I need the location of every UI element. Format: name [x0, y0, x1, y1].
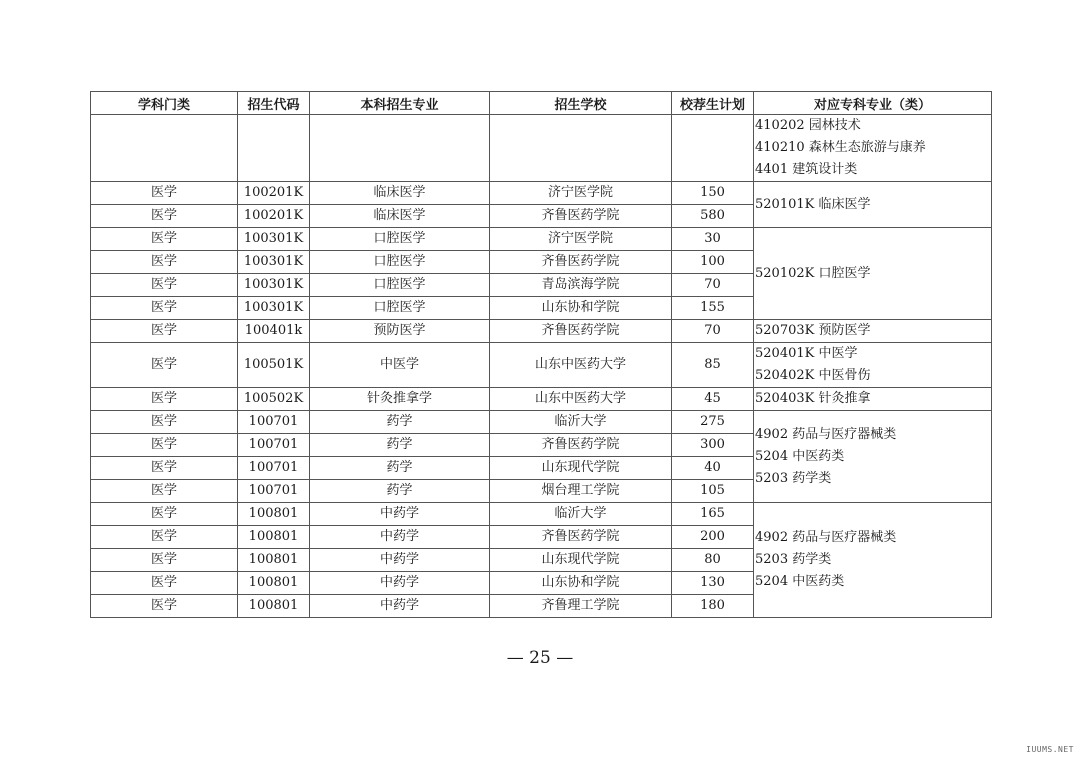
- table-row: 医学 100701 药学 山东现代学院 40: [91, 457, 992, 480]
- header-category: 学科门类: [91, 92, 238, 115]
- corresponding-cell: 520403K 针灸推拿: [754, 388, 992, 411]
- table-row: 医学 100801 中药学 山东现代学院 80: [91, 549, 992, 572]
- table-row: 医学 100301K 口腔医学 齐鲁医药学院 100: [91, 251, 992, 274]
- table-row: [91, 115, 992, 182]
- header-school: 招生学校: [490, 92, 672, 115]
- table-row: 医学 100801 中药学 齐鲁医药学院 200: [91, 526, 992, 549]
- table-row: 医学 100801 中药学 齐鲁理工学院 180: [91, 595, 992, 618]
- table-row: 医学 100301K 口腔医学 青岛滨海学院 70: [91, 274, 992, 297]
- table-row: 医学 100701 药学 烟台理工学院 105: [91, 480, 992, 503]
- header-code: 招生代码: [238, 92, 310, 115]
- corresponding-cell: 4902 药品与医疗器械类 5204 中医药类 5203 药学类: [754, 411, 992, 503]
- header-corresponding: 对应专科专业（类）: [754, 92, 992, 115]
- table-row: 医学 100301K 口腔医学 山东协和学院 155: [91, 297, 992, 320]
- table-row: 医学 100502K 针灸推拿学 山东中医药大学 45 520403K 针灸推拿: [91, 388, 992, 411]
- header-plan: 校荐生计划: [672, 92, 754, 115]
- table-row: 医学 100301K 口腔医学 济宁医学院 30 520102K 口腔医学: [91, 228, 992, 251]
- table-row: 医学 100201K 临床医学 济宁医学院 150 520101K 临床医学: [91, 182, 992, 205]
- table-row: 医学 100801 中药学 山东协和学院 130: [91, 572, 992, 595]
- table-row: 医学 100501K 中医学 山东中医药大学 85 520401K 中医学 520402K 中医骨伤: [91, 343, 992, 388]
- table-row: 医学 100201K 临床医学 齐鲁医药学院 580: [91, 205, 992, 228]
- table-row: 医学 100401k 预防医学 齐鲁医药学院 70 520703K 预防医学: [91, 320, 992, 343]
- table-row: 医学 100701 药学 齐鲁医药学院 300: [91, 434, 992, 457]
- admission-table: [90, 91, 992, 618]
- watermark: IUUMS.NET: [1026, 745, 1074, 754]
- table-row: 医学 100701 药学 临沂大学 275 4902 药品与医疗器械类 5204 中医药类 5203 药学类: [91, 411, 992, 434]
- corresponding-cell: 4902 药品与医疗器械类 5203 药学类 5204 中医药类: [754, 503, 992, 618]
- table-row: 医学 100801 中药学 临沂大学 165 4902 药品与医疗器械类 5203 药学类 5204 中医药类: [91, 503, 992, 526]
- corresponding-cell: 520401K 中医学 520402K 中医骨伤: [754, 343, 992, 388]
- corresponding-cell: 520703K 预防医学: [754, 320, 992, 343]
- corresponding-cell: 410202 园林技术 410210 森林生态旅游与康养 4401 建筑设计类: [754, 115, 992, 182]
- corresponding-cell: 520101K 临床医学: [754, 182, 992, 228]
- page-number: — 25 —: [506, 648, 574, 668]
- table-header-row: [91, 92, 992, 115]
- corresponding-cell: 520102K 口腔医学: [754, 228, 992, 320]
- header-major: 本科招生专业: [310, 92, 490, 115]
